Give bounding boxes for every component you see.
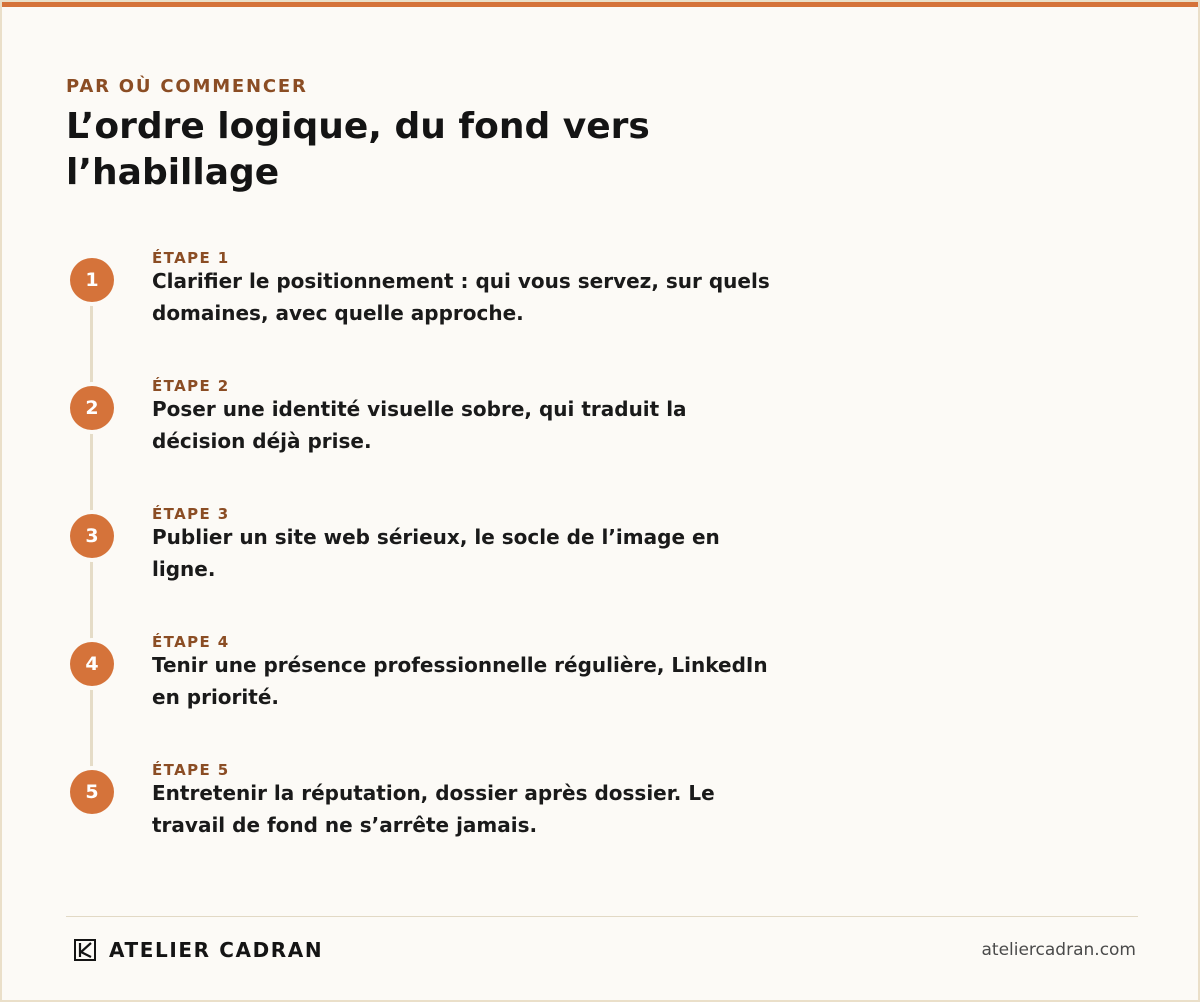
eyebrow: PAR OÙ COMMENCER [66, 76, 308, 97]
step-1 [2, 249, 1200, 368]
brand-name: ATELIER CADRAN [109, 938, 324, 962]
brand-logo-icon [74, 939, 96, 961]
step-4 [2, 633, 1200, 752]
step-label: ÉTAPE 2 [152, 377, 230, 395]
step-number-badge: 1 [70, 258, 114, 302]
website-url: ateliercadran.com [981, 940, 1136, 960]
step-text: Publier un site web sérieux, le socle de l’image en ligne. [152, 525, 720, 581]
step-number-badge: 4 [70, 642, 114, 686]
step-number-badge: 5 [70, 770, 114, 814]
step-label: ÉTAPE 5 [152, 761, 230, 779]
step-label: ÉTAPE 1 [152, 249, 230, 267]
step-label: ÉTAPE 3 [152, 505, 230, 523]
brand [74, 938, 323, 962]
step-text: Entretenir la réputation, dossier après dossier. Le travail de fond ne s’arrête jamais. [152, 781, 715, 837]
step-2 [2, 377, 1200, 496]
step-text: Clarifier le positionnement : qui vous servez, sur quels domaines, avec quelle approche. [152, 269, 770, 325]
timeline [2, 2, 1200, 1002]
step-number-badge: 2 [70, 386, 114, 430]
page-title: L’ordre logique, du fond vers l’habillage [66, 106, 650, 193]
step-text: Poser une identité visuelle sobre, qui traduit la décision déjà prise. [152, 397, 687, 453]
footer-divider [66, 916, 1138, 917]
step-number-badge: 3 [70, 514, 114, 558]
step-3 [2, 505, 1200, 624]
step-5 [2, 761, 1200, 880]
step-label: ÉTAPE 4 [152, 633, 230, 651]
step-text: Tenir une présence professionnelle régulière, LinkedIn en priorité. [152, 653, 768, 709]
